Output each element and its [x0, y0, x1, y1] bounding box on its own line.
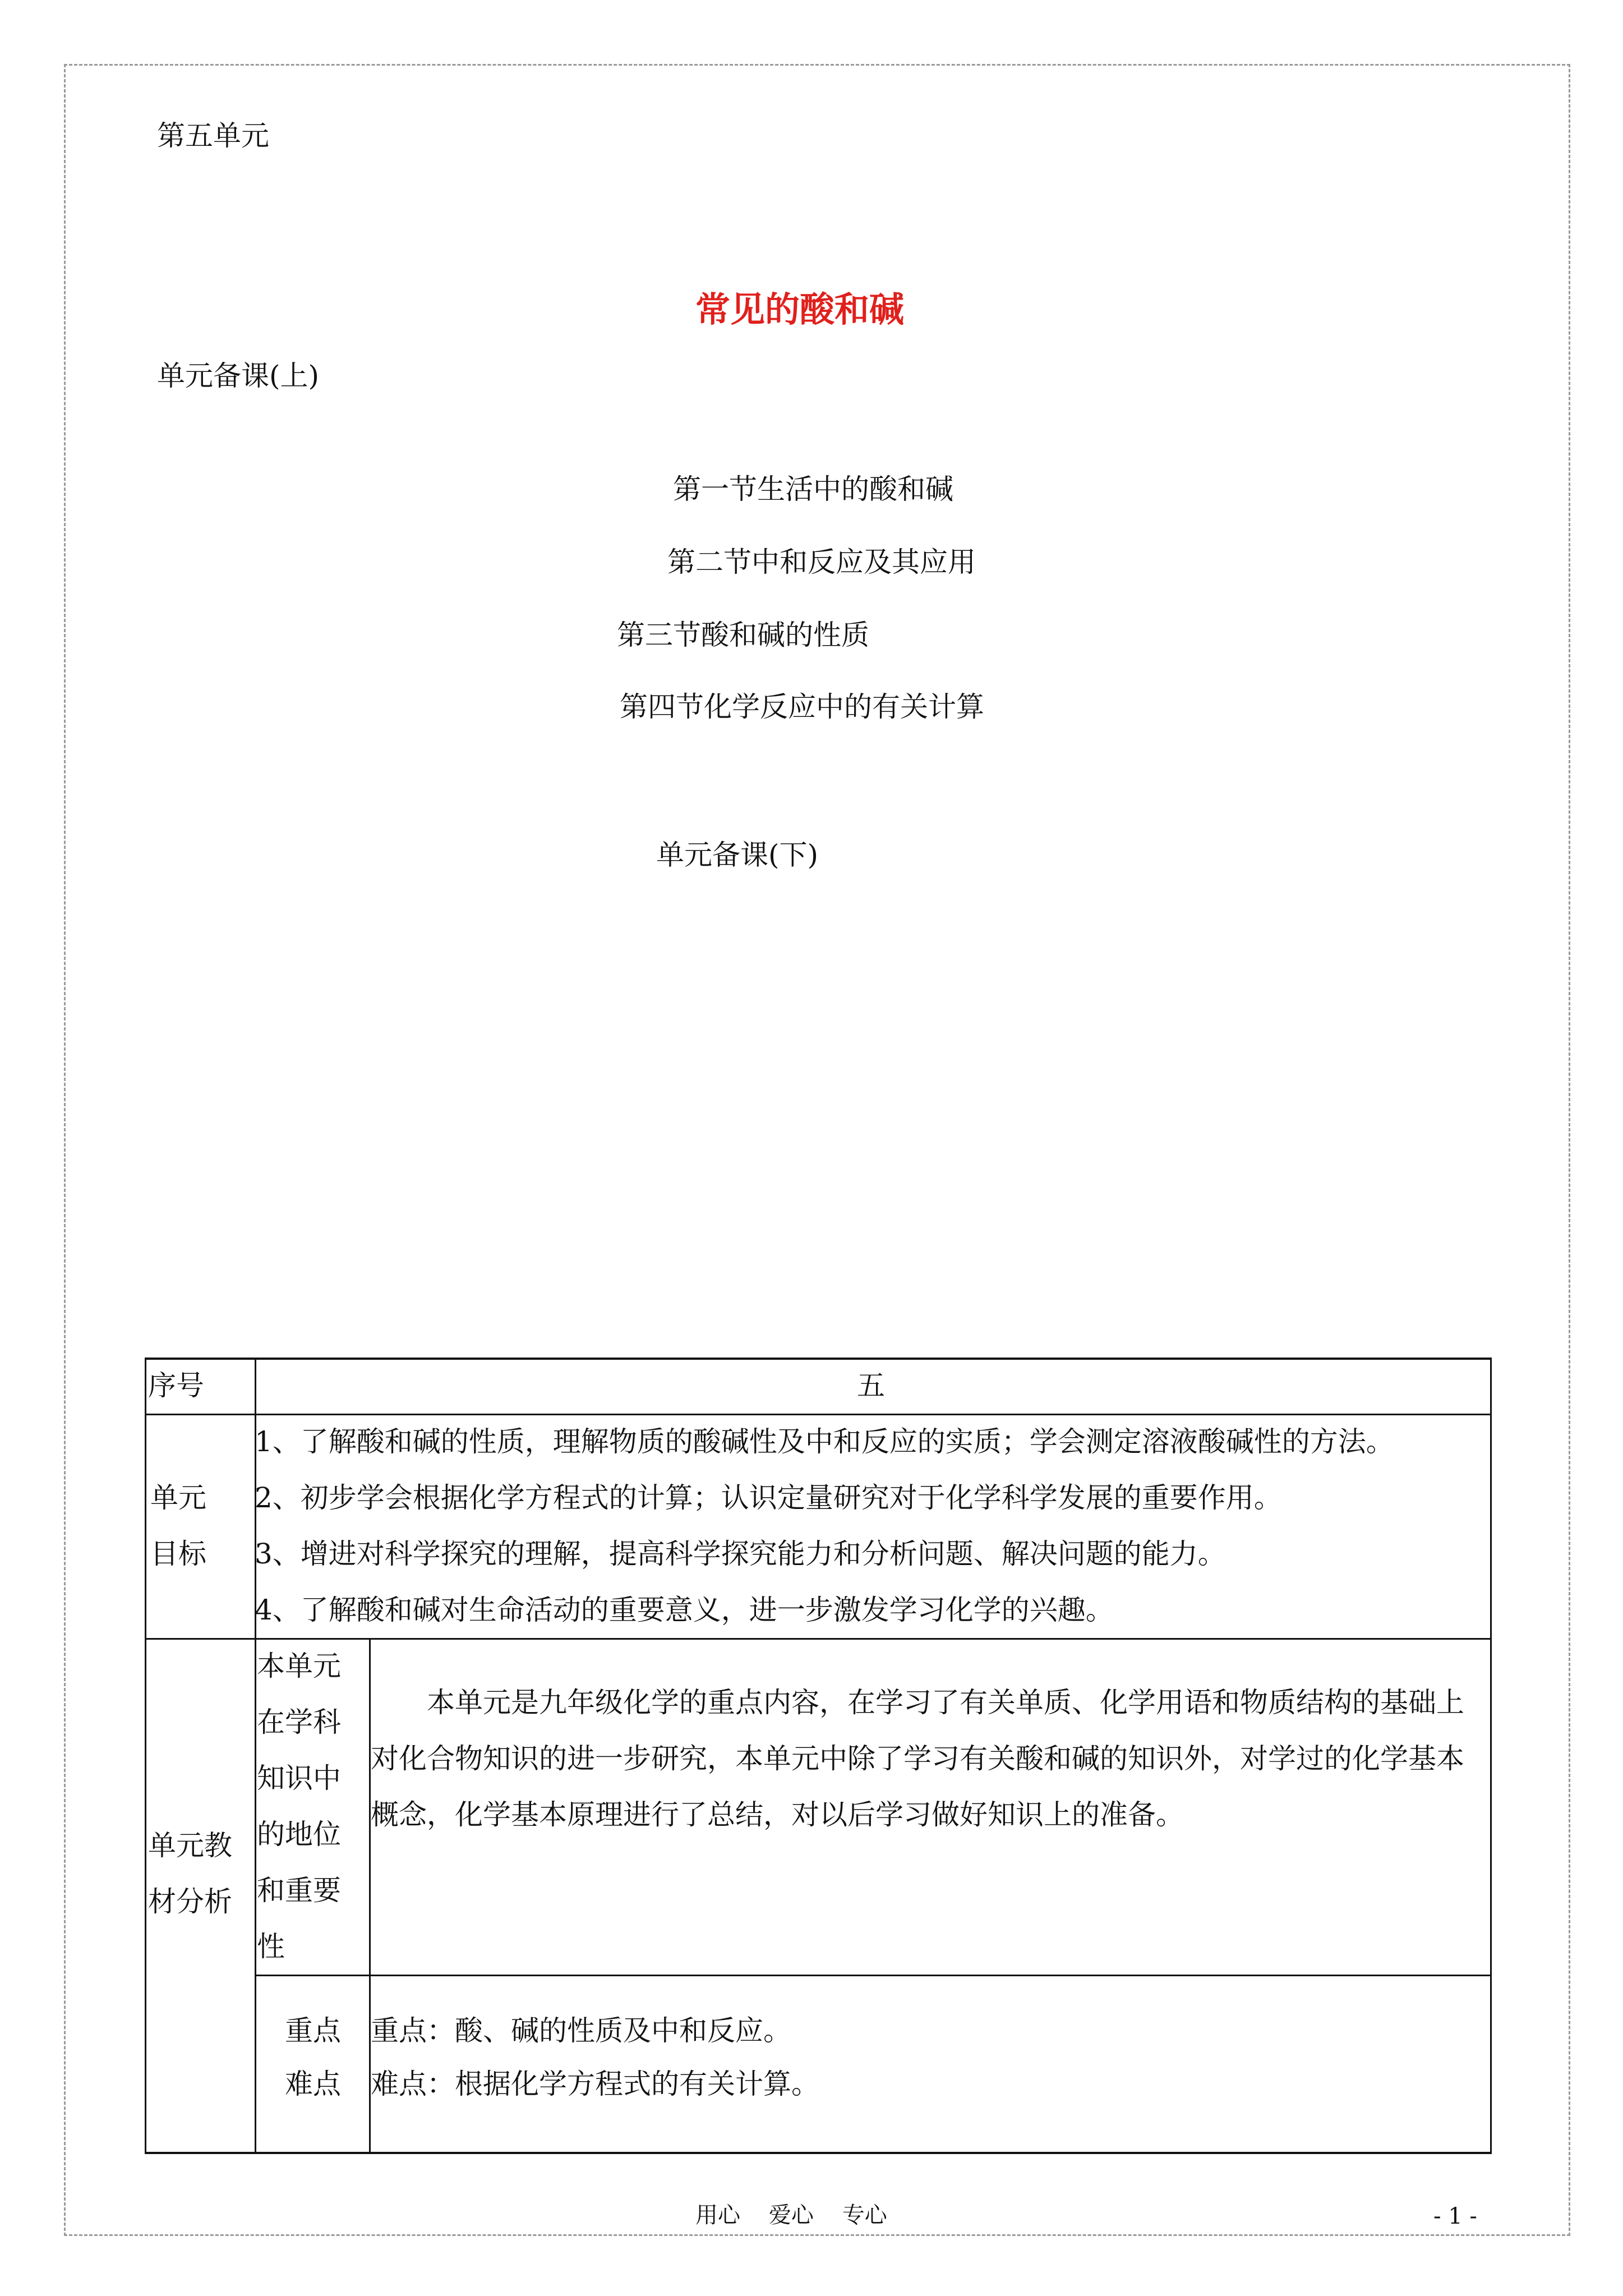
position-label-line: 在学科 [257, 1706, 341, 1738]
table-rule [145, 1358, 146, 2154]
goal-1: 1、了解酸和碱的性质，理解物质的酸碱性及中和反应的实质；学会测定溶液酸碱性的方法。 [255, 1425, 1394, 1458]
goals-label-2: 目标 [150, 1538, 206, 1570]
analysis-label-1: 单元教 [148, 1829, 232, 1862]
unit-table [145, 1358, 1492, 2154]
goal-2: 2、初步学会根据化学方程式的计算；认识定量研究对于化学科学发展的重要作用。 [255, 1481, 1282, 1514]
section-4: 第四节化学反应中的有关计算 [620, 691, 984, 723]
table-rule [145, 2152, 1492, 2154]
table-rule [145, 1358, 1492, 1360]
page-number: - 1 - [1433, 2203, 1477, 2229]
seq-label: 序号 [148, 1369, 204, 1402]
goal-4: 4、了解酸和碱对生命活动的重要意义，进一步激发学习化学的兴趣。 [255, 1594, 1114, 1626]
section-3: 第三节酸和碱的性质 [617, 619, 869, 651]
hard-label: 难点 [285, 2068, 341, 2100]
position-label-line: 性 [257, 1930, 285, 1963]
position-label-line: 的地位 [257, 1818, 341, 1851]
section-1: 第一节生活中的酸和碱 [673, 473, 953, 505]
goals-label-1: 单元 [150, 1481, 206, 1514]
position-label-line: 知识中 [257, 1762, 341, 1795]
goal-3: 3、增进对科学探究的理解，提高科学探究能力和分析问题、解决问题的能力。 [255, 1538, 1226, 1570]
page-title: 常见的酸和碱 [695, 289, 905, 330]
position-label-line: 和重要 [257, 1874, 341, 1907]
section-2: 第二节中和反应及其应用 [667, 546, 976, 578]
position-label-line: 本单元 [257, 1650, 341, 1682]
table-rule [145, 1638, 1492, 1640]
position-text: 本单元是九年级化学的重点内容，在学习了有关单质、化学用语和物质结构的基础上对化合物知识的进一步研究，本单元中除了学习有关酸和碱的知识外，对学过的化学基本概念，化学基本原理进行了总结，对以后学习做好知识上的准备。 [371, 1686, 1464, 1831]
analysis-label-2: 材分析 [148, 1885, 232, 1918]
table-rule [255, 1975, 1492, 1976]
seq-value: 五 [857, 1369, 885, 1402]
prep-lower: 单元备课(下) [656, 839, 819, 871]
footer-motto: 用心 爱心 专心 [695, 2202, 887, 2228]
hard-text: 难点：根据化学方程式的有关计算。 [371, 2068, 819, 2100]
prep-upper: 单元备课(上) [157, 360, 320, 392]
unit-label: 第五单元 [157, 119, 269, 152]
key-text: 重点：酸、碱的性质及中和反应。 [371, 2014, 791, 2047]
key-label: 重点 [285, 2014, 341, 2047]
